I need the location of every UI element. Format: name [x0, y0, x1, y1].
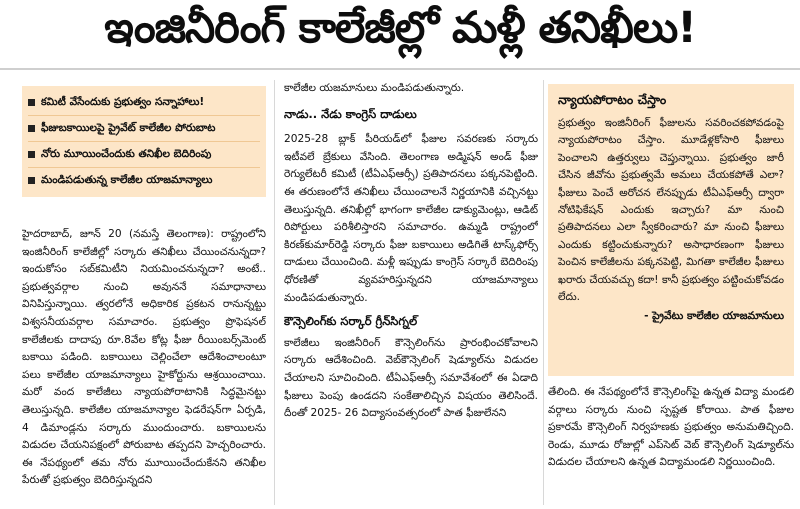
square-bullet-icon: [28, 125, 35, 132]
sidebar-body: ప్రభుత్వం ఇంజినీరింగ్ ఫీజులను సవరించకపోవడంపై న్యాయపోరాటం చేస్తాం. మూడేళ్లకోసారి ఫీజులు పెంచాలని ఉత్తర్వులు చెప్తున్నాయి. ప్రభుత్వం జారీ చేసిన జీవోను ప్రభుత్వమే అమలు చేయకపోతే ఎలా? ఫీజులు పెంచే అరోచన లేనప్పుడు టీఏఎఫ్ఆర్సీ ద్వారా నోటిఫికేషన్ ఎందుకు ఇచ్చారు? మా నుంచి ప్రతిపాదనలు ఎలా స్వీకరించారు? మా నుంచి ఫీజులు ఎందుకు కట్టించుకున్నారు? అసాధారణంగా ఫీజులు పెంచిన కాలేజీలను పక్కనపెట్టి, మిగతా కాలేజీల ఫీజులు ఖరారు చేయవచ్చు కదా! కానీ ప్రభుత్వం పట్టించుకోవడం లేదు.: [558, 117, 784, 304]
highlight-box: [22, 86, 266, 197]
square-bullet-icon: [28, 177, 35, 184]
square-bullet-icon: [28, 151, 35, 158]
column-1: [22, 226, 266, 508]
sidebar-title: న్యాయపోరాటం చేస్తాం: [558, 92, 667, 107]
highlight-item: నోరు మూయించేందుకు తనిఖీల బెదిరింపు: [28, 142, 260, 168]
highlight-item: మండిపడుతున్న కాలేజీల యాజమాన్యాలు: [28, 168, 260, 193]
column-2: [284, 80, 538, 508]
article-paragraph: హైదరాబాద్, జూన్ 20 (నమస్తే తెలంగాణ): రాష్ట్రంలోని ఇంజినీరింగ్ కాలేజీల్లో సర్కారు తనిఖీలు చేయించనున్నదా? ఇందుకోసం సబ్‌కమిటీని నియమించనున్నదా? అంటే.. ప్రభుత్వవర్గాల నుంచి అవుననే సమాధానాలు వినిపిస్తున్నాయి. త్వరలోనే అధికారిక ప్రకటన రానున్నట్టు విశ్వసనీయవర్గాల సమాచారం. ప్రభుత్వం ప్రొఫెషనల్ కాలేజీలకు దాదాపు రూ.8వేల కోట్ల ఫీజు రీయింబర్స్‌మెంట్ బకాయి పడింది. బకాయిలు చెల్లించేలా ఆదేశించాలంటూ పలు కాలేజీల యాజమాన్యాలు హైకోర్టును ఆశ్రయించాయి. మరో వంద కాలేజీలు న్యాయపోరాటానికి సిద్ధమైనట్టు తెలుస్తున్నది. కాలేజీల యాజమాన్యాల ఫెడరేషన్‌గా ఏర్పడి, 4 డిమాండ్లను సర్కారు ముందుంచారు. బకాయిలను విడుదల చేయనిపక్షంలో పోరుబాట తప్పదని హెచ్చరించారు. ఈ నేపథ్యంలో తమ నోరు మూయించేందుకేనని తనిఖీల పేరుతో ప్రభుత్వం బెదిరిస్తున్నదని: [22, 228, 266, 487]
section-subhead: కౌన్సెలింగ్‌కు సర్కార్ గ్రీన్‌సిగ్నల్: [284, 314, 418, 329]
column-divider: [543, 80, 544, 505]
column-3: [548, 384, 794, 508]
headline: ఇంజినీరింగ్ కాలేజీల్లో మళ్లీ తనిఖీలు!: [104, 3, 696, 53]
section-subhead: నాడు.. నేడు కాంగ్రెస్ దాడులు: [284, 106, 417, 121]
highlight-item: ఫీజుబకాయిలపై ప్రైవేట్ కాలేజీల పోరుబాట: [28, 116, 260, 142]
article-paragraph: కాలేజీలు ఇంజినీరింగ్ కౌన్సెలింగ్‌ను ప్రారంభించకోవాలని సర్కారు ఆదేశించింది. వెబ్‌కౌన్సెలింగ్ షెడ్యూల్‌ను విడుదల చేయాలని సూచించింది. టీఏఎఫ్ఆర్సీ సమావేశంలో ఈ ఏడాది ఫీజులు పెంపు ఉండదని సంకేతాలిచ్చిన విషయం తెలిసిందే. దీంతో 2025- 26 విద్యాసంవత్సరంలో పాత ఫీజులేనని: [284, 336, 538, 420]
article-paragraph: కాలేజీల యజమానులు మండిపడుతున్నారు.: [284, 82, 465, 94]
sidebar-signature: - ప్రైవేటు కాలేజీల యాజమానులు: [644, 310, 784, 323]
article-paragraph: 2025-28 బ్లాక్ పీరియడ్‌లో ఫీజుల సవరణకు సర్కారు ఇటీవలే బ్రేకులు వేసింది. తెలంగాణ అడ్మిషన్ అండ్ ఫీజు రెగ్యులేటరీ కమిటీ (టీఏఎఫ్ఆర్సీ) ప్రతిపాదనలు పక్కనపెట్టింది. ఈ తరుణంలోనే తనిఖీలు చేయించాలనే నిర్ణయానికి వచ్చినట్టు తెలుస్తున్నది. తనిఖీల్లో భాగంగా కాలేజీల డాక్యుమెంట్లు, ఆడిట్ రిపోర్టులు పరిశీలిస్తారని సమాచారం. ఉమ్మడి రాష్ట్రంలో కిరణ్‌కుమార్‌రెడ్డి సర్కారు ఫీజు బకాయిలు అడిగితే టాస్క్‌ఫోర్స్ దాడులు చేయించింది. మళ్లీ ఇప్పుడు కాంగ్రెస్ సర్కారే బెదిరింపు ధోరణితో వ్యవహరిస్తున్నదని యాజమాన్యాలు మండిపడుతున్నారు.: [284, 133, 538, 304]
highlight-item: కమిటీ వేసేందుకు ప్రభుత్వం సన్నాహాలు!: [28, 90, 260, 116]
headline-rule: [0, 68, 800, 70]
square-bullet-icon: [28, 99, 35, 106]
article-paragraph: తేలింది. ఈ నేపథ్యంలోనే కౌన్సెలింగ్‌పై ఉన్నత విద్యా మండలి వర్గాలు సర్కారు నుంచి స్పష్టత కోరాయి. పాత ఫీజుల ప్రకారమే కౌన్సెలింగ్ నిర్వహణకు ప్రభుత్వం అనుమతిచ్చింది. రెండు, మూడు రోజుల్లో ఎప్‌సెట్ వెబ్ కౌన్సెలింగ్ షెడ్యూల్‌ను విడుదల చేయాలని ఉన్నత విద్యామండలి నిర్ణయించింది.: [548, 386, 794, 469]
column-divider: [274, 80, 275, 505]
quote-sidebar: [548, 84, 794, 376]
